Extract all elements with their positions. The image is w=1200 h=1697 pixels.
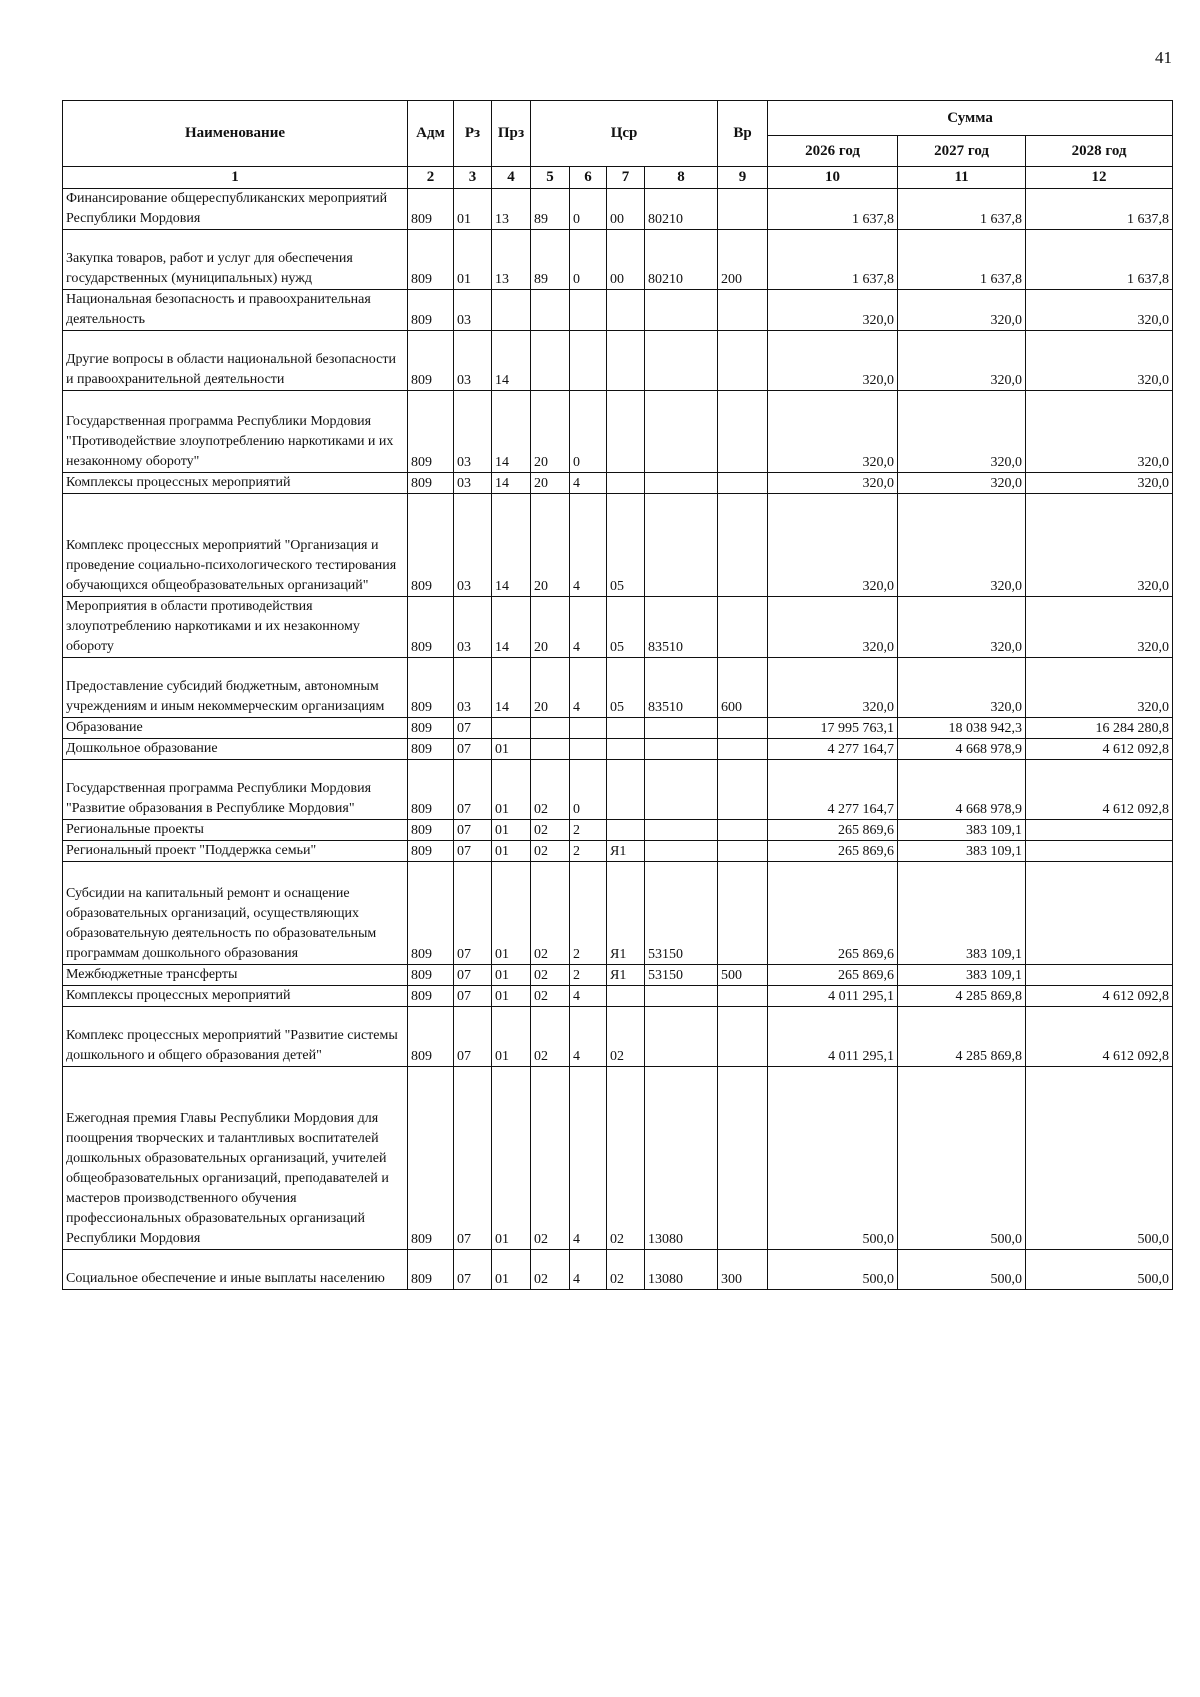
table-row [63,760,1173,820]
row-csr-program [531,718,570,739]
row-csr-subprogram: Я1 [607,965,645,986]
col-number: 2 [408,167,454,189]
row-prz: 01 [492,739,531,760]
header-year-2026: 2026 год [768,136,898,167]
row-csr-direction [645,820,718,841]
row-csr-program: 02 [531,1067,570,1250]
row-csr-program: 02 [531,1250,570,1290]
row-rz: 03 [454,290,492,331]
row-vr [718,820,768,841]
row-csr-program [531,331,570,391]
row-prz: 13 [492,189,531,230]
row-prz: 01 [492,760,531,820]
row-csr-program: 02 [531,841,570,862]
row-csr-type [570,331,607,391]
row-sum-2028: 320,0 [1026,391,1173,473]
row-sum-2026: 500,0 [768,1250,898,1290]
row-csr-type: 2 [570,965,607,986]
row-sum-2028: 4 612 092,8 [1026,760,1173,820]
col-number: 11 [898,167,1026,189]
row-name: Мероприятия в области противодействия злоупотреблению наркотиками и их незаконному обороту [63,597,408,658]
row-rz: 07 [454,739,492,760]
row-csr-program: 02 [531,760,570,820]
row-prz: 14 [492,331,531,391]
row-csr-type: 0 [570,760,607,820]
table-row [63,597,1173,658]
col-number: 9 [718,167,768,189]
row-csr-program: 20 [531,658,570,718]
row-name: Комплексы процессных мероприятий [63,473,408,494]
row-csr-direction: 80210 [645,230,718,290]
col-number: 4 [492,167,531,189]
row-vr [718,739,768,760]
row-vr [718,760,768,820]
row-csr-direction [645,718,718,739]
table-row [63,718,1173,739]
row-sum-2026: 17 995 763,1 [768,718,898,739]
row-name: Образование [63,718,408,739]
row-adm: 809 [408,391,454,473]
header-vr: Вр [718,101,768,167]
row-csr-direction [645,841,718,862]
row-adm: 809 [408,473,454,494]
row-sum-2026: 265 869,6 [768,862,898,965]
row-name: Другие вопросы в области национальной безопасности и правоохранительной деятельности [63,331,408,391]
row-sum-2028: 500,0 [1026,1250,1173,1290]
page-number: 41 [1155,48,1172,67]
row-adm: 809 [408,494,454,597]
row-sum-2026: 1 637,8 [768,230,898,290]
row-sum-2027: 320,0 [898,658,1026,718]
row-sum-2026: 4 011 295,1 [768,986,898,1007]
row-adm: 809 [408,189,454,230]
row-adm: 809 [408,760,454,820]
row-csr-type: 4 [570,494,607,597]
row-prz: 01 [492,862,531,965]
row-name: Субсидии на капитальный ремонт и оснащение образовательных организаций, осуществляющих образовательную деятельность по образовательным программам дошкольного образования [63,862,408,965]
table-row [63,1250,1173,1290]
row-csr-type: 2 [570,841,607,862]
row-csr-subprogram: Я1 [607,862,645,965]
row-sum-2027: 320,0 [898,290,1026,331]
row-name: Межбюджетные трансферты [63,965,408,986]
row-prz [492,718,531,739]
row-vr [718,391,768,473]
header-year-2027: 2027 год [898,136,1026,167]
row-sum-2027: 320,0 [898,494,1026,597]
row-prz: 01 [492,1067,531,1250]
row-csr-subprogram: 00 [607,230,645,290]
row-name: Финансирование общереспубликанских мероприятий Республики Мордовия [63,189,408,230]
row-name: Комплексы процессных мероприятий [63,986,408,1007]
col-number: 3 [454,167,492,189]
table-row [63,189,1173,230]
row-csr-type: 4 [570,1007,607,1067]
row-csr-type: 4 [570,986,607,1007]
row-rz: 07 [454,718,492,739]
row-rz: 07 [454,1250,492,1290]
row-sum-2028: 320,0 [1026,473,1173,494]
column-numbers-row [63,167,1173,189]
row-sum-2027: 383 109,1 [898,965,1026,986]
table-row [63,391,1173,473]
row-csr-subprogram [607,290,645,331]
row-vr [718,189,768,230]
row-sum-2027: 320,0 [898,391,1026,473]
header-name: Наименование [63,101,408,167]
row-sum-2026: 320,0 [768,494,898,597]
row-csr-subprogram: 02 [607,1067,645,1250]
row-sum-2028: 500,0 [1026,1067,1173,1250]
row-csr-type: 4 [570,473,607,494]
row-rz: 03 [454,391,492,473]
row-csr-type: 2 [570,820,607,841]
row-rz: 07 [454,965,492,986]
row-csr-subprogram [607,473,645,494]
row-name: Национальная безопасность и правоохранительная деятельность [63,290,408,331]
row-sum-2028: 4 612 092,8 [1026,986,1173,1007]
row-sum-2028: 1 637,8 [1026,230,1173,290]
row-csr-program: 02 [531,1007,570,1067]
row-sum-2027: 320,0 [898,597,1026,658]
header-prz: Прз [492,101,531,167]
row-csr-direction [645,1007,718,1067]
row-csr-direction: 80210 [645,189,718,230]
table-row [63,331,1173,391]
row-csr-program [531,290,570,331]
row-sum-2027: 383 109,1 [898,820,1026,841]
row-sum-2028 [1026,820,1173,841]
row-rz: 03 [454,331,492,391]
row-csr-subprogram [607,986,645,1007]
row-sum-2026: 320,0 [768,597,898,658]
row-csr-program: 02 [531,820,570,841]
row-sum-2027: 383 109,1 [898,862,1026,965]
row-sum-2026: 4 011 295,1 [768,1007,898,1067]
row-prz: 01 [492,986,531,1007]
row-rz: 03 [454,658,492,718]
row-csr-subprogram [607,760,645,820]
row-sum-2026: 320,0 [768,391,898,473]
row-sum-2027: 383 109,1 [898,841,1026,862]
row-prz: 01 [492,841,531,862]
row-sum-2028 [1026,965,1173,986]
row-rz: 01 [454,189,492,230]
row-vr [718,494,768,597]
row-vr [718,331,768,391]
table-row [63,473,1173,494]
row-vr [718,290,768,331]
col-number: 12 [1026,167,1173,189]
row-prz: 01 [492,965,531,986]
row-prz: 14 [492,391,531,473]
row-csr-subprogram: 02 [607,1250,645,1290]
row-name: Закупка товаров, работ и услуг для обеспечения государственных (муниципальных) нужд [63,230,408,290]
row-sum-2026: 265 869,6 [768,820,898,841]
budget-table [62,100,1173,1290]
col-number: 1 [63,167,408,189]
row-adm: 809 [408,658,454,718]
row-csr-type: 0 [570,189,607,230]
row-sum-2028: 320,0 [1026,331,1173,391]
table-row [63,965,1173,986]
row-csr-subprogram: 05 [607,597,645,658]
table-row [63,820,1173,841]
row-adm: 809 [408,331,454,391]
row-adm: 809 [408,230,454,290]
row-sum-2027: 18 038 942,3 [898,718,1026,739]
header-adm: Адм [408,101,454,167]
row-csr-subprogram [607,739,645,760]
row-csr-direction [645,986,718,1007]
row-name: Социальное обеспечение и иные выплаты населению [63,1250,408,1290]
row-rz: 07 [454,1007,492,1067]
row-sum-2028: 320,0 [1026,290,1173,331]
col-number: 5 [531,167,570,189]
row-rz: 03 [454,473,492,494]
row-sum-2026: 4 277 164,7 [768,739,898,760]
row-rz: 03 [454,494,492,597]
table-row [63,1067,1173,1250]
row-csr-program: 20 [531,597,570,658]
row-rz: 01 [454,230,492,290]
row-csr-direction [645,739,718,760]
row-prz: 01 [492,1250,531,1290]
header-year-2028: 2028 год [1026,136,1173,167]
row-csr-direction: 83510 [645,658,718,718]
col-number: 6 [570,167,607,189]
row-csr-program: 20 [531,473,570,494]
row-rz: 07 [454,862,492,965]
row-sum-2027: 1 637,8 [898,230,1026,290]
table-row [63,1007,1173,1067]
row-vr: 600 [718,658,768,718]
row-sum-2028 [1026,862,1173,965]
row-sum-2028: 320,0 [1026,494,1173,597]
row-vr [718,718,768,739]
row-vr [718,986,768,1007]
row-name: Дошкольное образование [63,739,408,760]
row-sum-2027: 320,0 [898,473,1026,494]
header-csr: Цср [531,101,718,167]
row-csr-direction: 13080 [645,1067,718,1250]
row-name: Ежегодная премия Главы Республики Мордовия для поощрения творческих и талантливых воспитателей дошкольных образовательных организаций, учителей общеобразовательных организаций, преподавателей и мастеров производственного обучения профессиональных образовательных организаций Республики Мордовия [63,1067,408,1250]
row-prz: 14 [492,597,531,658]
row-csr-subprogram: 00 [607,189,645,230]
row-csr-type [570,739,607,760]
row-vr: 500 [718,965,768,986]
row-sum-2026: 1 637,8 [768,189,898,230]
row-csr-direction [645,473,718,494]
table-row [63,230,1173,290]
row-adm: 809 [408,862,454,965]
header-rz: Рз [454,101,492,167]
row-sum-2026: 265 869,6 [768,841,898,862]
row-csr-program: 02 [531,862,570,965]
row-adm: 809 [408,986,454,1007]
row-name: Региональные проекты [63,820,408,841]
row-adm: 809 [408,820,454,841]
table-row [63,986,1173,1007]
row-vr: 200 [718,230,768,290]
row-sum-2026: 4 277 164,7 [768,760,898,820]
row-sum-2026: 265 869,6 [768,965,898,986]
row-sum-2028: 1 637,8 [1026,189,1173,230]
row-csr-program: 89 [531,230,570,290]
row-csr-direction: 53150 [645,965,718,986]
row-csr-direction [645,494,718,597]
row-csr-subprogram [607,331,645,391]
row-prz: 14 [492,473,531,494]
row-csr-direction [645,760,718,820]
row-prz: 13 [492,230,531,290]
row-sum-2027: 4 285 869,8 [898,986,1026,1007]
header-sum: Сумма [768,101,1173,136]
row-prz [492,290,531,331]
row-csr-subprogram: 02 [607,1007,645,1067]
row-csr-program: 89 [531,189,570,230]
row-csr-type: 0 [570,230,607,290]
row-name: Предоставление субсидий бюджетным, автономным учреждениям и иным некоммерческим организациям [63,658,408,718]
row-sum-2027: 320,0 [898,331,1026,391]
row-sum-2026: 320,0 [768,658,898,718]
row-csr-subprogram [607,718,645,739]
row-sum-2028: 4 612 092,8 [1026,739,1173,760]
row-csr-subprogram: 05 [607,658,645,718]
row-sum-2027: 500,0 [898,1250,1026,1290]
row-vr [718,597,768,658]
row-rz: 07 [454,1067,492,1250]
table-row [63,862,1173,965]
row-prz: 14 [492,494,531,597]
table-row [63,841,1173,862]
col-number: 7 [607,167,645,189]
row-csr-program: 02 [531,965,570,986]
row-sum-2028: 320,0 [1026,658,1173,718]
row-adm: 809 [408,1250,454,1290]
row-csr-type: 4 [570,1250,607,1290]
row-rz: 07 [454,986,492,1007]
row-csr-subprogram: 05 [607,494,645,597]
row-vr: 300 [718,1250,768,1290]
row-sum-2028: 4 612 092,8 [1026,1007,1173,1067]
row-adm: 809 [408,597,454,658]
row-rz: 07 [454,841,492,862]
row-csr-direction [645,290,718,331]
row-sum-2027: 1 637,8 [898,189,1026,230]
col-number: 8 [645,167,718,189]
row-csr-subprogram: Я1 [607,841,645,862]
table-row [63,739,1173,760]
row-adm: 809 [408,290,454,331]
row-vr [718,1067,768,1250]
table-row [63,658,1173,718]
row-sum-2026: 320,0 [768,290,898,331]
row-sum-2026: 500,0 [768,1067,898,1250]
row-csr-program: 20 [531,391,570,473]
row-csr-type: 2 [570,862,607,965]
row-csr-subprogram [607,391,645,473]
row-csr-type: 0 [570,391,607,473]
row-name: Государственная программа Республики Мордовия "Развитие образования в Республике Мордовия" [63,760,408,820]
table-row [63,290,1173,331]
row-csr-direction [645,391,718,473]
row-adm: 809 [408,965,454,986]
row-name: Государственная программа Республики Мордовия "Противодействие злоупотреблению наркотиками и их незаконному обороту" [63,391,408,473]
col-number: 10 [768,167,898,189]
row-sum-2028: 16 284 280,8 [1026,718,1173,739]
row-csr-type [570,718,607,739]
row-sum-2026: 320,0 [768,331,898,391]
row-sum-2026: 320,0 [768,473,898,494]
row-csr-program: 02 [531,986,570,1007]
row-adm: 809 [408,1007,454,1067]
row-sum-2027: 4 285 869,8 [898,1007,1026,1067]
row-vr [718,473,768,494]
row-adm: 809 [408,841,454,862]
row-csr-program [531,739,570,760]
row-vr [718,1007,768,1067]
row-prz: 01 [492,1007,531,1067]
row-name: Комплекс процессных мероприятий "Организация и проведение социально-психологического тестирования обучающихся общеобразовательных организаций" [63,494,408,597]
row-prz: 14 [492,658,531,718]
row-csr-type: 4 [570,597,607,658]
row-vr [718,841,768,862]
row-rz: 07 [454,820,492,841]
table-header [63,101,1173,189]
row-name: Комплекс процессных мероприятий "Развитие системы дошкольного и общего образования детей" [63,1007,408,1067]
row-vr [718,862,768,965]
row-sum-2027: 500,0 [898,1067,1026,1250]
row-sum-2027: 4 668 978,9 [898,739,1026,760]
row-adm: 809 [408,739,454,760]
row-csr-subprogram [607,820,645,841]
row-csr-direction: 13080 [645,1250,718,1290]
row-csr-type [570,290,607,331]
row-sum-2028: 320,0 [1026,597,1173,658]
row-csr-direction: 83510 [645,597,718,658]
table-body [63,189,1173,1290]
row-adm: 809 [408,718,454,739]
table-row [63,494,1173,597]
row-prz: 01 [492,820,531,841]
row-csr-direction: 53150 [645,862,718,965]
row-csr-program: 20 [531,494,570,597]
row-adm: 809 [408,1067,454,1250]
row-sum-2028 [1026,841,1173,862]
row-rz: 07 [454,760,492,820]
row-csr-direction [645,331,718,391]
row-csr-type: 4 [570,1067,607,1250]
row-name: Региональный проект "Поддержка семьи" [63,841,408,862]
row-sum-2027: 4 668 978,9 [898,760,1026,820]
row-rz: 03 [454,597,492,658]
row-csr-type: 4 [570,658,607,718]
